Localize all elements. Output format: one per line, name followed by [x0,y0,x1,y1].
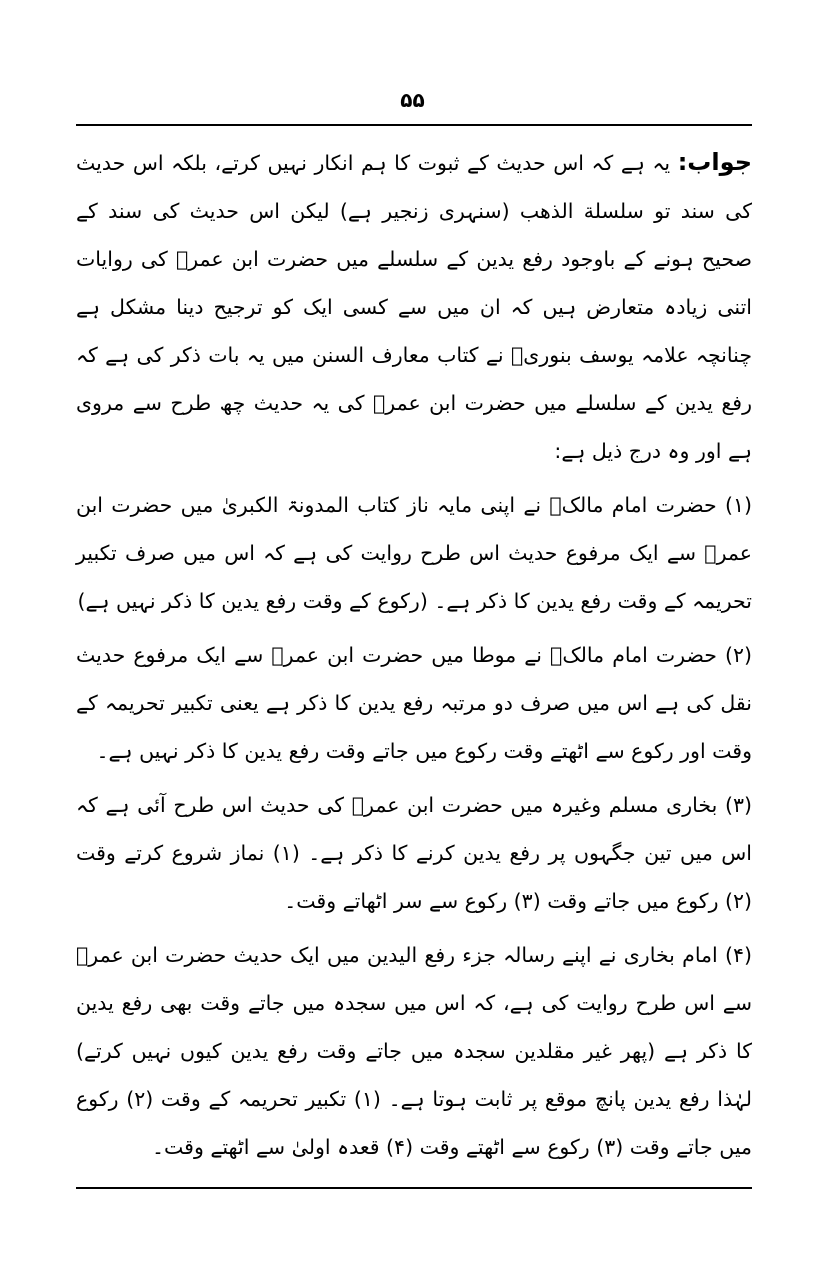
answer-paragraph [76,138,752,475]
narration-3: (۳) بخاری مسلم وغیرہ میں حضرت ابن عمرؓ کی حدیث اس طرح آئی ہے کہ اس میں تین جگہوں پر رفع یدین کرنے کا ذکر ہے۔ (۱) نماز شروع کرتے وقت (۲) رکوع میں جاتے وقت (۳) رکوع سے سر اٹھاتے وقت۔ [76,793,752,913]
header-rule [76,124,752,126]
answer-text: یہ ہے کہ اس حدیث کے ثبوت کا ہم انکار نہیں کرتے، بلکہ اس حدیث کی سند تو سلسلة الذهب (سنہری زنجیر ہے) لیکن اس حدیث کی سند کے صحیح ہونے کے باوجود رفع یدین کے سلسلے میں حضرت ابن عمرؓ کی روایات اتنی زیادہ متعارض ہیں کہ ان میں سے کسی ایک کو ترجیح دینا مشکل ہے چنانچہ علامہ یوسف بنوریؒ نے کتاب معارف السنن میں یہ بات ذکر کی ہے کہ رفع یدین کے سلسلے میں حضرت ابن عمرؓ کی یہ حدیث چھ طرح سے مروی ہے اور وہ درج ذیل ہے: [76,151,752,463]
answer-label: جواب [687,148,752,176]
narration-4: (۴) امام بخاری نے اپنے رسالہ جزء رفع الیدین میں ایک حدیث حضرت ابن عمرؓ سے اس طرح روایت کی ہے، کہ اس میں سجدہ میں جاتے وقت بھی رفع یدین کا ذکر ہے (پھر غیر مقلدین سجدہ میں جاتے وقت رفع یدین کیوں نہیں کرتے) لہٰذا رفع یدین پانچ موقع پر ثابت ہوتا ہے۔ (۱) تکبیر تحریمہ کے وقت (۲) رکوع میں جاتے وقت (۳) رکوع سے اٹھتے وقت (۴) قعدہ اولیٰ سے اٹھتے وقت۔ [76,943,752,1159]
narration-2: (۲) حضرت امام مالکؒ نے موطا میں حضرت ابن عمرؓ سے ایک مرفوع حدیث نقل کی ہے اس میں صرف دو مرتبہ رفع یدین کا ذکر ہے یعنی تکبیر تحریمہ کے وقت اور رکوع سے اٹھتے وقت رکوع میں جاتے وقت رفع یدین کا ذکر نہیں ہے۔ [76,643,752,763]
footer-rule [76,1187,752,1189]
narration-1: (۱) حضرت امام مالکؒ نے اپنی مایہ ناز کتاب المدونۃ الکبریٰ میں حضرت ابن عمرؓ سے ایک مرفوع حدیث اس طرح روایت کی ہے کہ اس میں صرف تکبیر تحریمہ کے وقت رفع یدین کا ذکر ہے۔ (رکوع کے وقت رفع یدین کا ذکر نہیں ہے) [76,493,752,613]
page-body [76,138,752,1171]
answer-colon: : [677,148,688,176]
page-number: ۵۵ [400,88,425,112]
